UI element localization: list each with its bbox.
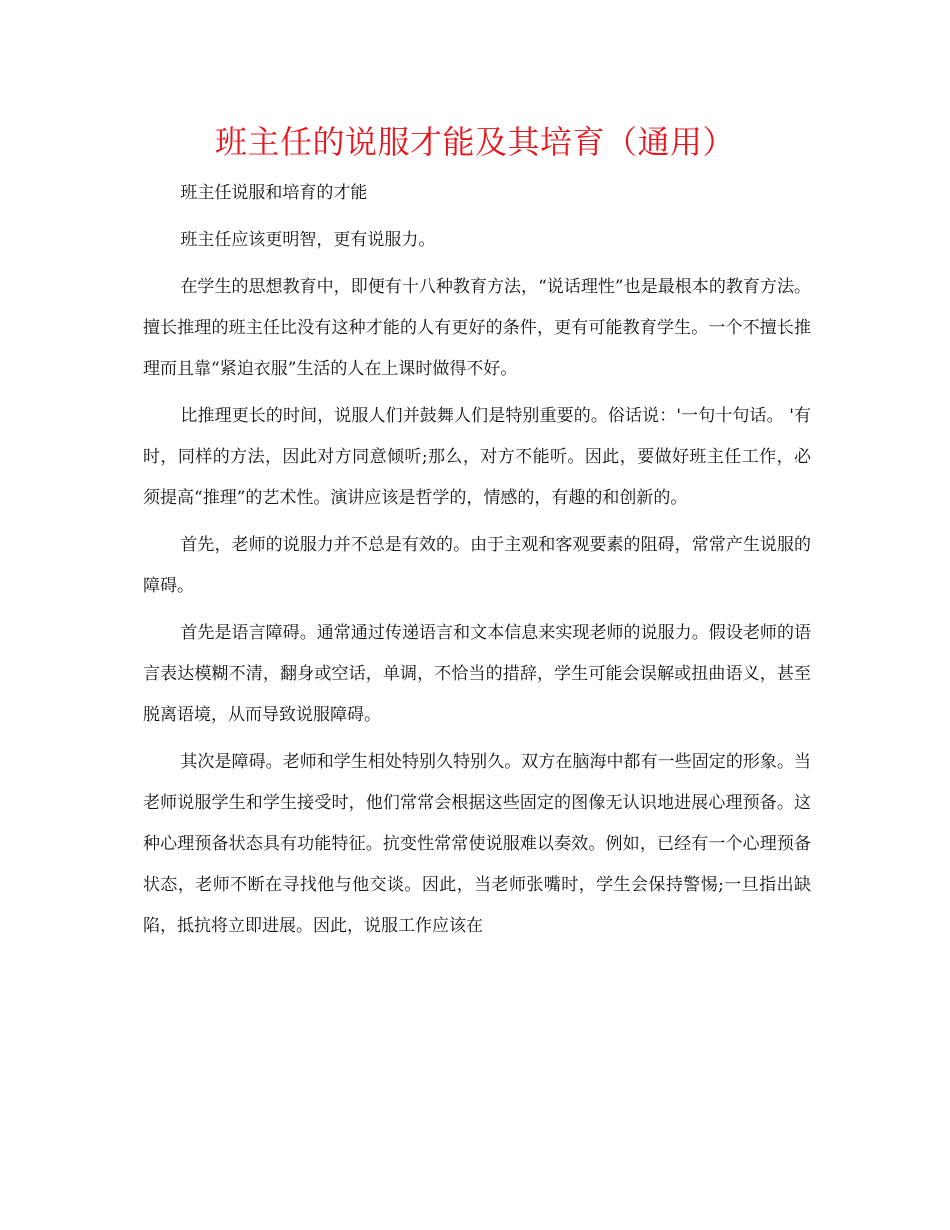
paragraph-6: 首先是语言障碍。通常通过传递语言和文本信息来实现老师的说服力。假设老师的语言表达模糊不清，翻身或空话，单调，不恰当的措辞，学生可能会误解或扭曲语义，甚至脱离语境，从而导致说服障碍。 (143, 623, 811, 725)
paragraph-4: 比推理更长的时间，说服人们并鼓舞人们是特别重要的。俗话说：'一句十句话。 '有时，同样的方法，因此对方同意倾听;那么，对方不能听。因此，要做好班主任工作，必须提高“推理”的艺术性。演讲应该是哲学的，情感的，有趣的和创新的。 (143, 406, 811, 508)
document-title: 班主任的说服才能及其培育（通用） (214, 123, 735, 161)
paragraph-5: 首先，老师的说服力并不总是有效的。由于主观和客观要素的阻碍，常常产生说服的障碍。 (143, 535, 811, 596)
paragraph-2: 班主任应该更明智，更有说服力。 (180, 230, 436, 250)
paragraph-7: 其次是障碍。老师和学生相处特别久特别久。双方在脑海中都有一些固定的形象。当老师说服学生和学生接受时，他们常常会根据这些固定的图像无认识地进展心理预备。这种心理预备状态具有功能特征。抗变性常常使说服难以奏效。例如，已经有一个心理预备状态，老师不断在寻找他与他交谈。因此，当老师张嘴时，学生会保持警惕;一旦指出缺陷，抵抗将立即进展。因此，说服工作应该在 (143, 752, 811, 936)
document-body (143, 173, 811, 953)
paragraph-3: 在学生的思想教育中，即便有十八种教育方法，“说话理性”也是最根本的教育方法。擅长推理的班主任比没有这种才能的人有更好的条件，更有可能教育学生。一个不擅长推理而且靠“紧迫衣服”生活的人在上课时做得不好。 (143, 277, 811, 379)
paragraph-1: 班主任说服和培育的才能 (180, 183, 368, 203)
